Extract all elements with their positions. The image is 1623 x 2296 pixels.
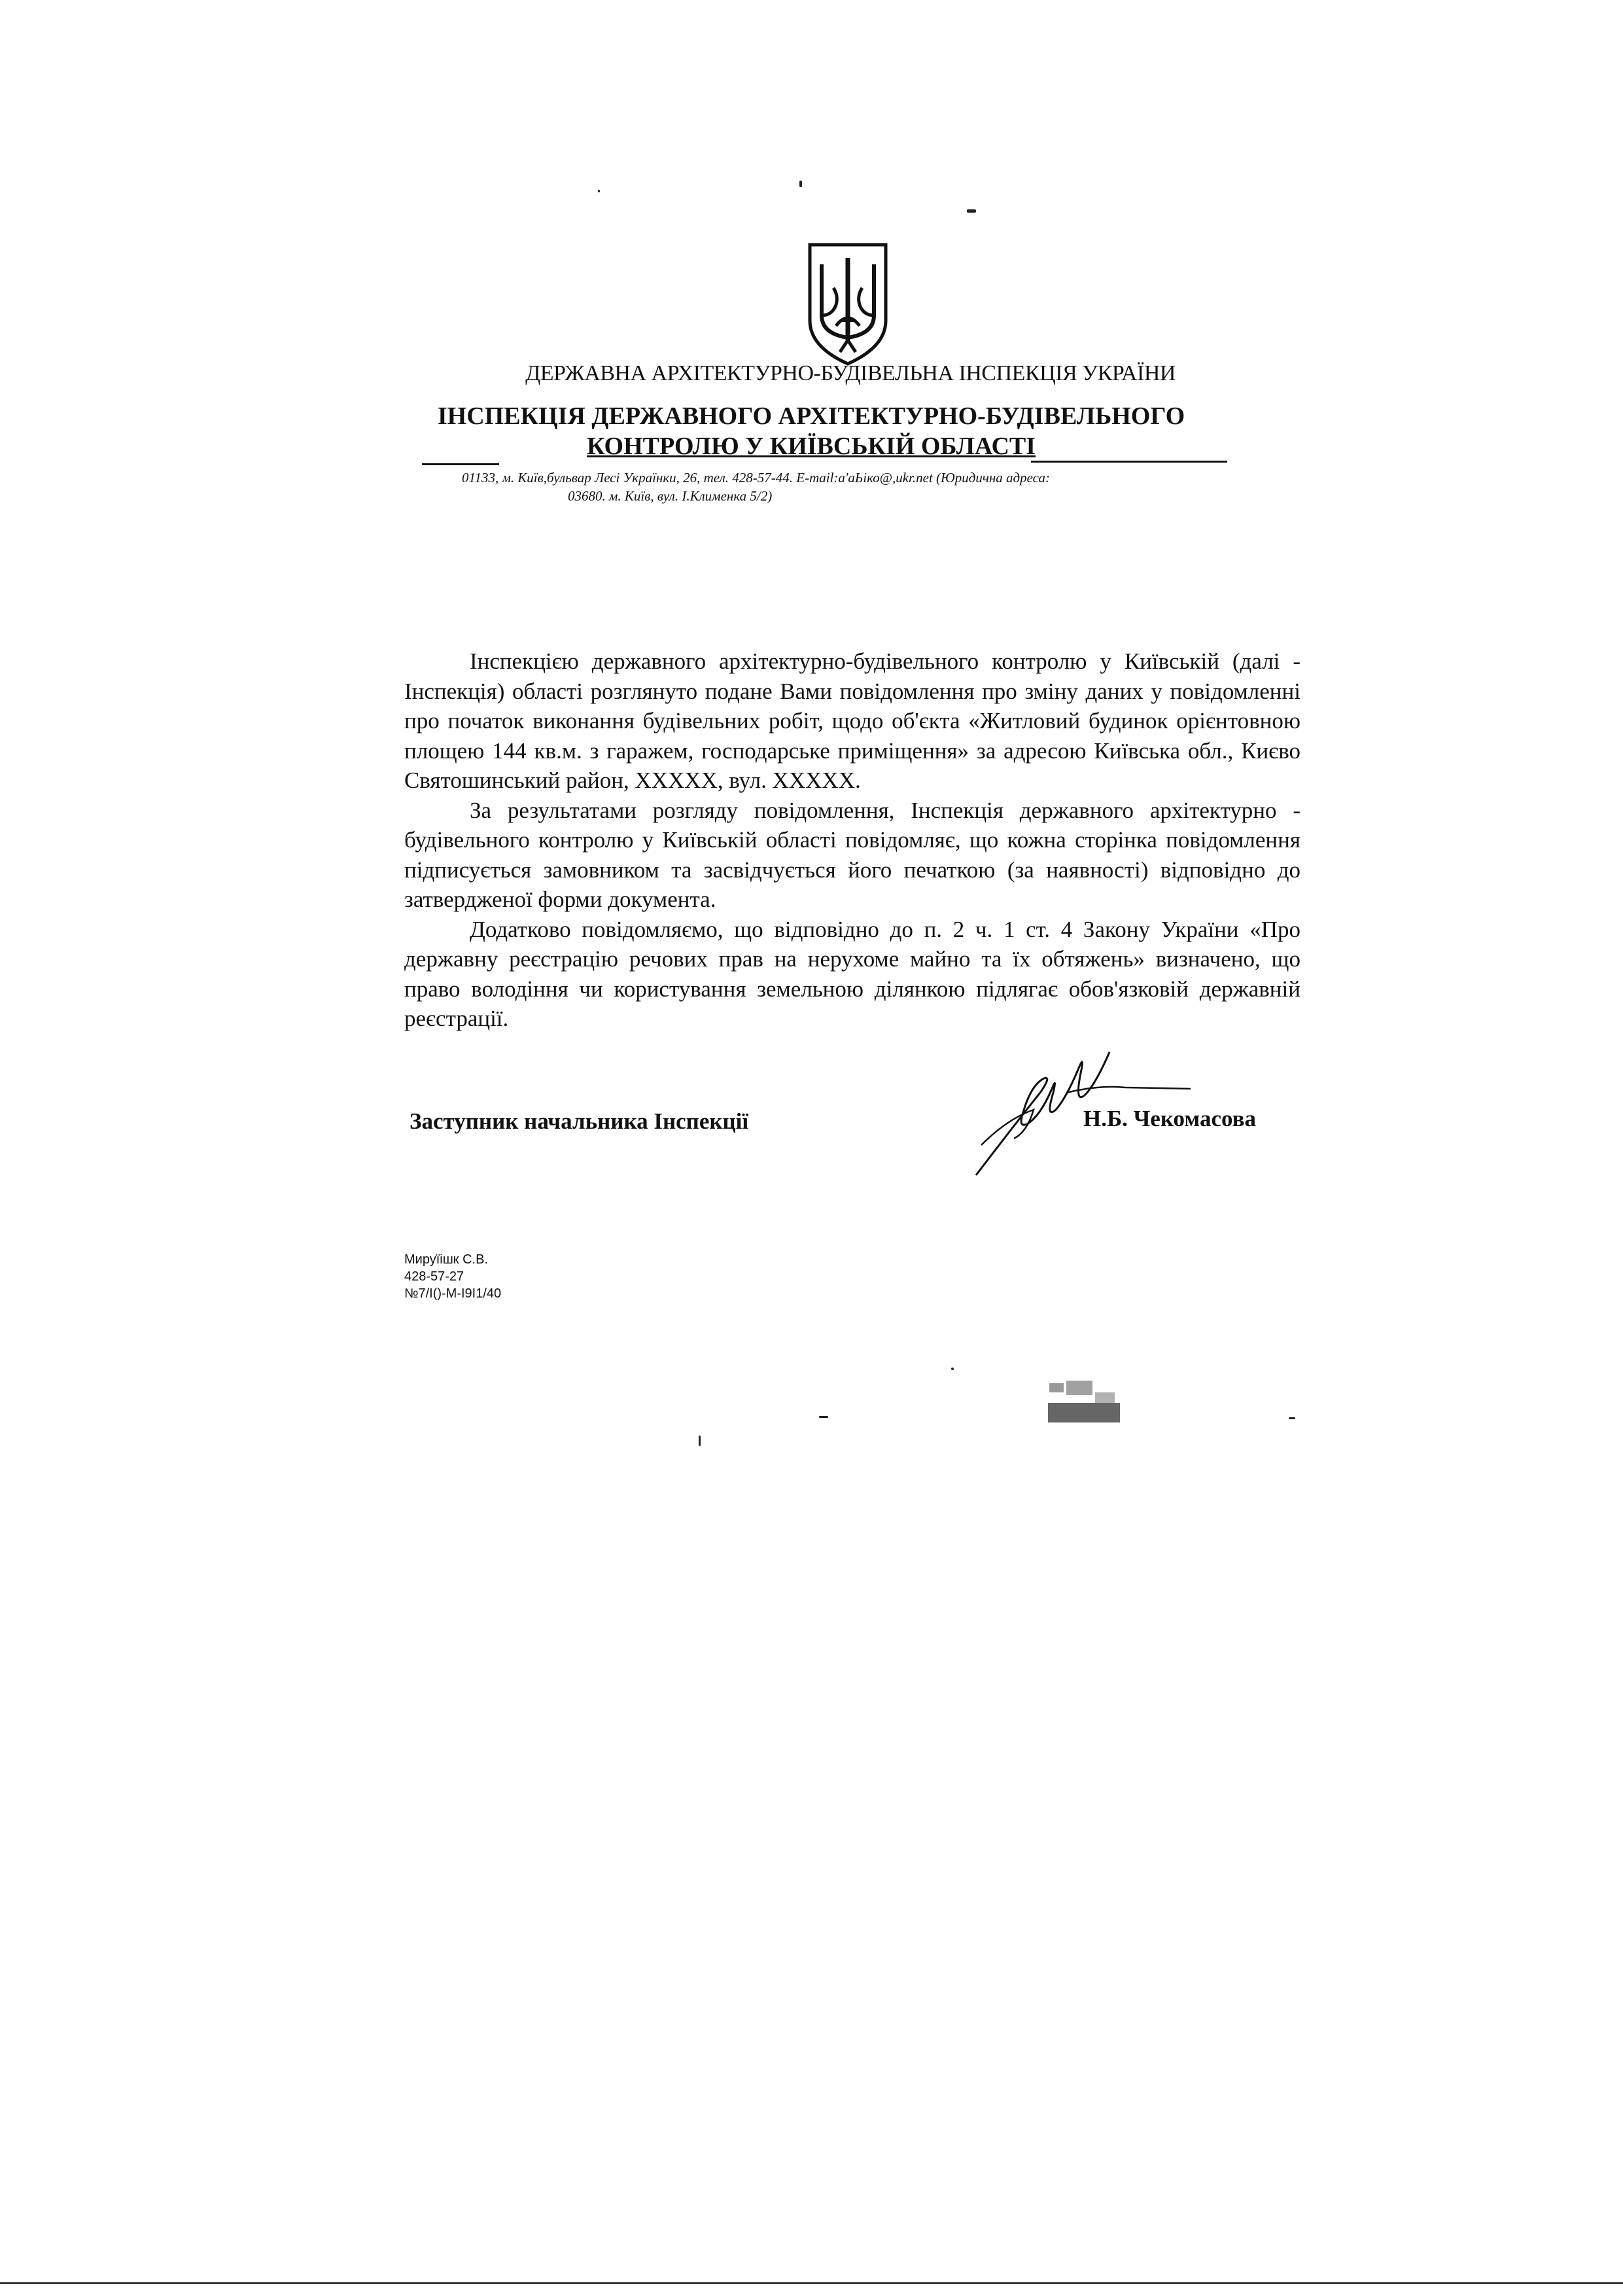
agency-name-line2-text: КОНТРОЛЮ У КИЇВСЬКІЙ ОБЛАСТІ — [586, 433, 1036, 460]
address-block — [462, 468, 1247, 505]
scan-smudge — [1047, 1379, 1123, 1428]
executor-phone: 428-57-27 — [404, 1269, 464, 1284]
signatory-name: Н.Б. Чекомасова — [1083, 1106, 1257, 1131]
paragraph-1: Інспекцією державного архітектурно-будівельного контролю у Київській (далі - Інспекція) області розглянуто подане Вами повідомлення про зміну даних у повідомленні про початок виконання будівельних робіт, щодо об'єкта «Житловий будинок орієнтовною площею 144 кв.м. з гаражем, господарське приміщення» за адресою Київська обл., Києво Святошинський район, XXXXX, вул. XXXXX. — [404, 648, 1300, 793]
scan-speck — [951, 1368, 954, 1370]
header-rule-right — [1031, 461, 1227, 463]
agency-parent-name: ДЕРЖАВНА АРХІТЕКТУРНО-БУДІВЕЛЬНА ІНСПЕКЦІЯ УКРАЇНИ — [525, 361, 1176, 385]
address-line-2: 03680. м. Київ, вул. І.Клименка 5/2) — [568, 488, 773, 504]
agency-name-line2 — [366, 432, 1256, 461]
trident-emblem-icon — [806, 242, 890, 366]
header-rule-left — [422, 463, 499, 465]
executor-footer — [404, 1251, 501, 1302]
agency-name-line1: ІНСПЕКЦІЯ ДЕРЖАВНОГО АРХІТЕКТУРНО-БУДІВЕЛЬНОГО — [437, 402, 1185, 430]
scan-speck — [799, 181, 802, 187]
scan-speck — [819, 1416, 828, 1418]
scan-speck — [598, 190, 600, 192]
executor-name: Мируїішк С.В. — [404, 1252, 488, 1267]
scan-bottom-edge — [0, 2282, 1623, 2284]
paragraph-2: За результатами розгляду повідомлення, Інспекція державного архітектурно - будівельного контролю у Київській області повідомляє, що кожна сторінка повідомлення підписується замовником та засвідчується його печаткою (за наявності) відповідно до затвердженої форми документа. — [404, 797, 1300, 912]
scan-speck — [967, 209, 976, 213]
letter-body — [404, 646, 1300, 1034]
paragraph-3: Додатково повідомляємо, що відповідно до п. 2 ч. 1 ст. 4 Закону України «Про державну реєстрацію речових прав на нерухоме майно та їх обтяжень» визначено, що право володіння чи користування земельною ділянкою підлягає обов'язковій державній реєстрації. — [404, 916, 1300, 1031]
reference-number: №7/І()-М-І9І1/40 — [404, 1286, 502, 1301]
scan-speck — [699, 1436, 701, 1446]
signatory-title: Заступник начальника Інспекції — [410, 1108, 749, 1134]
address-line-1: 01133, м. Київ,бульвар Лесі Українки, 26, тел. 428-57-44. E-mail:a'aЬіко@,ukr.net (Юридична адреса: — [462, 470, 1050, 486]
scan-speck — [1289, 1417, 1295, 1419]
